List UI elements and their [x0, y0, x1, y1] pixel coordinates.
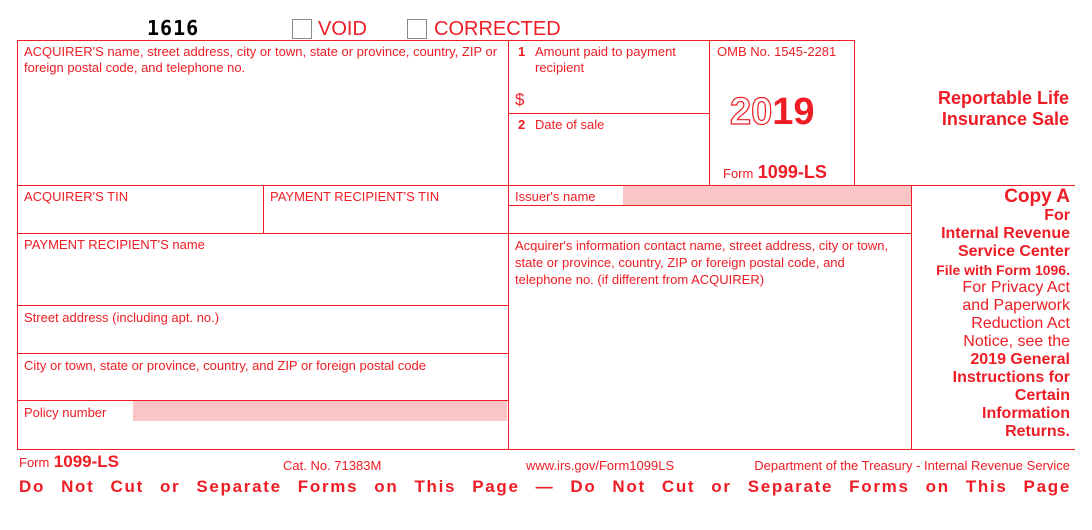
col-divider-508	[508, 40, 509, 450]
copy-a-instr4: Information	[982, 405, 1070, 422]
recipient-name-label: PAYMENT RECIPIENT'S name	[24, 237, 205, 252]
contact-info-field[interactable]	[510, 290, 910, 448]
issuer-name-field[interactable]	[623, 186, 911, 205]
void-label: VOID	[318, 18, 367, 40]
acquirer-name-field[interactable]	[18, 80, 507, 184]
copy-a-instr1: 2019 General	[970, 351, 1070, 368]
city-state-zip-label: City or town, state or province, country, and ZIP or foreign postal code	[24, 358, 426, 373]
street-row-bottom	[17, 353, 509, 354]
copy-a-instr3: Certain	[1014, 387, 1070, 404]
acquirer-name-label: ACQUIRER'S name, street address, city or town, state or province, country, ZIP or foreign postal code, and telephone no.	[24, 44, 498, 75]
tin-row-bottom	[17, 233, 912, 234]
void-checkbox[interactable]	[292, 19, 312, 39]
box1-num: 1	[518, 44, 526, 59]
form-title-line2: Insurance Sale	[941, 109, 1069, 129]
form-id-name: 1099-LS	[757, 162, 827, 182]
name-row-bottom	[17, 305, 509, 306]
box1-box2-divider	[508, 113, 710, 114]
acquirer-tin-label: ACQUIRER'S TIN	[24, 189, 129, 204]
copy-a-irs1: Internal Revenue	[941, 225, 1070, 242]
box1-dollar-sign: $	[515, 90, 525, 109]
street-address-field[interactable]	[18, 328, 507, 352]
footer-form-id	[19, 452, 119, 472]
recipient-name-field[interactable]	[18, 255, 507, 304]
copy-a-file-with: File with Form 1096.	[936, 262, 1070, 278]
footer-dept: Department of the Treasury - Internal Revenue Service	[754, 458, 1070, 473]
form-id-word: Form	[723, 166, 754, 181]
box2-date-field[interactable]	[510, 136, 708, 184]
recipient-tin-field[interactable]	[264, 206, 507, 232]
box2-num: 2	[518, 117, 526, 132]
footer-form-word: Form	[19, 455, 50, 470]
copy-a-privacy2: and Paperwork	[962, 297, 1070, 314]
recipient-tin-label: PAYMENT RECIPIENT'S TIN	[270, 189, 440, 204]
copy-a-instr5: Returns.	[1005, 423, 1070, 440]
box1-label: Amount paid to payment recipient	[535, 44, 676, 75]
copy-a-for: For	[1044, 207, 1070, 224]
copy-a-privacy3: Reduction Act	[971, 315, 1070, 332]
acquirer-tin-field[interactable]	[18, 206, 262, 232]
copy-a-title: Copy A	[1004, 186, 1070, 207]
tax-year	[730, 90, 815, 134]
corrected-label: CORRECTED	[434, 18, 561, 40]
footer-url: www.irs.gov/Form1099LS	[526, 458, 675, 473]
policy-number-field[interactable]	[133, 401, 507, 421]
corrected-checkbox[interactable]	[407, 19, 427, 39]
copy-a-panel	[912, 186, 1070, 441]
tax-year-prefix: 20	[730, 91, 773, 133]
copy-a-irs2: Service Center	[957, 243, 1070, 260]
form-title	[880, 88, 1069, 130]
do-not-cut-notice: Do Not Cut or Separate Forms on This Page — Do Not Cut or Separate Forms on This Page	[19, 477, 1071, 496]
copy-a-privacy4: Notice, see the	[963, 333, 1070, 350]
tax-year-suffix: 19	[772, 91, 815, 133]
city-state-zip-field[interactable]	[18, 376, 507, 399]
top-border-left	[17, 40, 854, 41]
form-code: 1616	[147, 16, 200, 40]
form-title-line1: Reportable Life	[937, 88, 1069, 108]
bottom-border	[17, 449, 1075, 450]
issuer-bottom	[508, 205, 912, 206]
footer-cat-no: Cat. No. 71383M	[283, 458, 382, 473]
street-address-label: Street address (including apt. no.)	[24, 310, 220, 325]
col-divider-854	[854, 40, 855, 186]
box1-amount-field[interactable]	[530, 80, 706, 112]
form-id	[723, 162, 827, 183]
issuer-name-label: Issuer's name	[515, 189, 596, 204]
policy-number-label: Policy number	[24, 405, 107, 420]
box2-label: Date of sale	[535, 117, 605, 132]
copy-a-privacy1: For Privacy Act	[962, 279, 1070, 296]
omb-number: OMB No. 1545-2281	[717, 44, 837, 59]
footer-form-name: 1099-LS	[53, 452, 119, 471]
copy-a-instr2: Instructions for	[952, 369, 1070, 386]
contact-info-label: Acquirer's information contact name, street address, city or town, state or province, country, ZIP or foreign postal code, and telephone no. (if different from ACQUIRER)	[515, 238, 889, 287]
